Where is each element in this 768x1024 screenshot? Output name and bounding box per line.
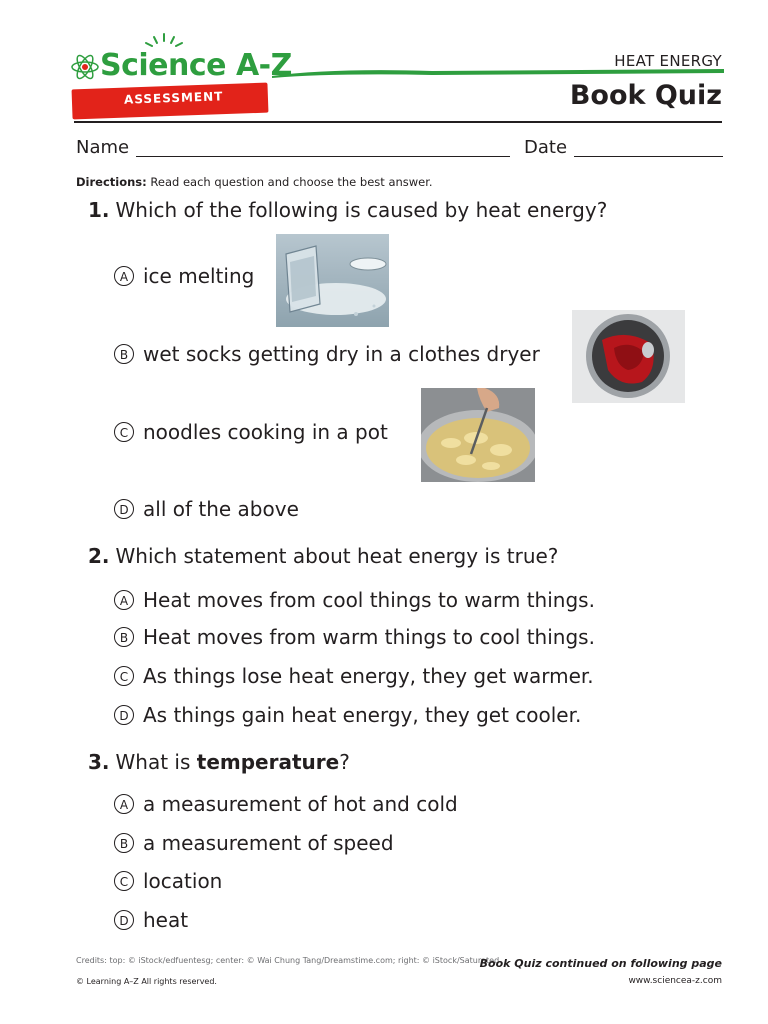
logo-banner-text: ASSESSMENT	[123, 89, 224, 107]
option-text: a measurement of speed	[143, 831, 394, 855]
answer-bubble[interactable]: D	[114, 705, 134, 725]
option-text: location	[143, 869, 223, 893]
option-text: As things gain heat energy, they get cooler.	[143, 703, 582, 727]
directions	[76, 175, 433, 189]
page-title: Book Quiz	[569, 80, 722, 111]
option-text: Heat moves from cool things to warm things.	[143, 588, 595, 612]
q1-option-a[interactable]	[114, 264, 254, 288]
answer-bubble[interactable]: C	[114, 871, 134, 891]
atom-icon	[70, 52, 100, 82]
q2-option-c[interactable]	[114, 664, 594, 688]
option-text: all of the above	[143, 497, 299, 521]
q2-option-d[interactable]	[114, 703, 581, 727]
option-text: Heat moves from warm things to cool things.	[143, 625, 595, 649]
answer-bubble[interactable]: C	[114, 666, 134, 686]
directions-text: Read each question and choose the best answer.	[150, 175, 433, 189]
quiz-subject: HEAT ENERGY	[614, 52, 722, 70]
answer-bubble[interactable]: B	[114, 627, 134, 647]
answer-bubble[interactable]: A	[114, 266, 134, 286]
option-text: As things lose heat energy, they get warmer.	[143, 664, 594, 688]
q2-option-a[interactable]	[114, 588, 595, 612]
question-text-after: ?	[339, 750, 350, 774]
answer-bubble[interactable]: B	[114, 833, 134, 853]
question-1	[88, 198, 607, 222]
q1-option-d[interactable]	[114, 497, 299, 521]
copyright: © Learning A–Z All rights reserved.	[76, 977, 217, 986]
website-link[interactable]: www.sciencea-z.com	[628, 976, 722, 986]
q2-option-b[interactable]	[114, 625, 595, 649]
ice-melting-photo	[276, 234, 389, 327]
name-label: Name	[76, 137, 130, 158]
q1-option-b[interactable]	[114, 342, 540, 366]
q1-option-c[interactable]	[114, 420, 388, 444]
answer-bubble[interactable]: C	[114, 422, 134, 442]
question-number: 2.	[88, 544, 110, 568]
option-text: heat	[143, 908, 189, 932]
date-field[interactable]	[574, 156, 723, 157]
question-text: Which of the following is caused by heat energy?	[115, 198, 608, 222]
noodles-pot-photo	[421, 388, 535, 482]
q3-option-a[interactable]	[114, 792, 458, 816]
science-az-logo	[70, 38, 292, 128]
question-keyword: temperature	[196, 750, 340, 774]
date-label: Date	[524, 137, 568, 158]
question-3	[88, 750, 350, 774]
answer-bubble[interactable]: A	[114, 794, 134, 814]
clothes-dryer-photo	[572, 310, 685, 403]
question-number: 3.	[88, 750, 110, 774]
title-divider	[74, 121, 722, 123]
photo-credits: Credits: top: © iStock/edfuentesg; center: © Wai Chung Tang/Dreamstime.com; right: © iStock/Saturated	[76, 956, 500, 965]
question-number: 1.	[88, 198, 110, 222]
option-text: wet socks getting dry in a clothes dryer	[143, 342, 540, 366]
q3-option-c[interactable]	[114, 869, 222, 893]
question-text: Which statement about heat energy is true?	[115, 544, 559, 568]
q3-option-d[interactable]	[114, 908, 188, 932]
option-text: ice melting	[143, 264, 255, 288]
name-field[interactable]	[136, 156, 510, 157]
answer-bubble[interactable]: A	[114, 590, 134, 610]
logo-wordmark: Science A-Z	[100, 48, 292, 83]
answer-bubble[interactable]: D	[114, 499, 134, 519]
answer-bubble[interactable]: B	[114, 344, 134, 364]
question-text-before: What is	[115, 750, 197, 774]
answer-bubble[interactable]: D	[114, 910, 134, 930]
option-text: noodles cooking in a pot	[143, 420, 388, 444]
question-2	[88, 544, 558, 568]
continued-note: Book Quiz continued on following page	[479, 957, 722, 970]
option-text: a measurement of hot and cold	[143, 792, 458, 816]
directions-label: Directions:	[76, 175, 147, 189]
q3-option-b[interactable]	[114, 831, 394, 855]
